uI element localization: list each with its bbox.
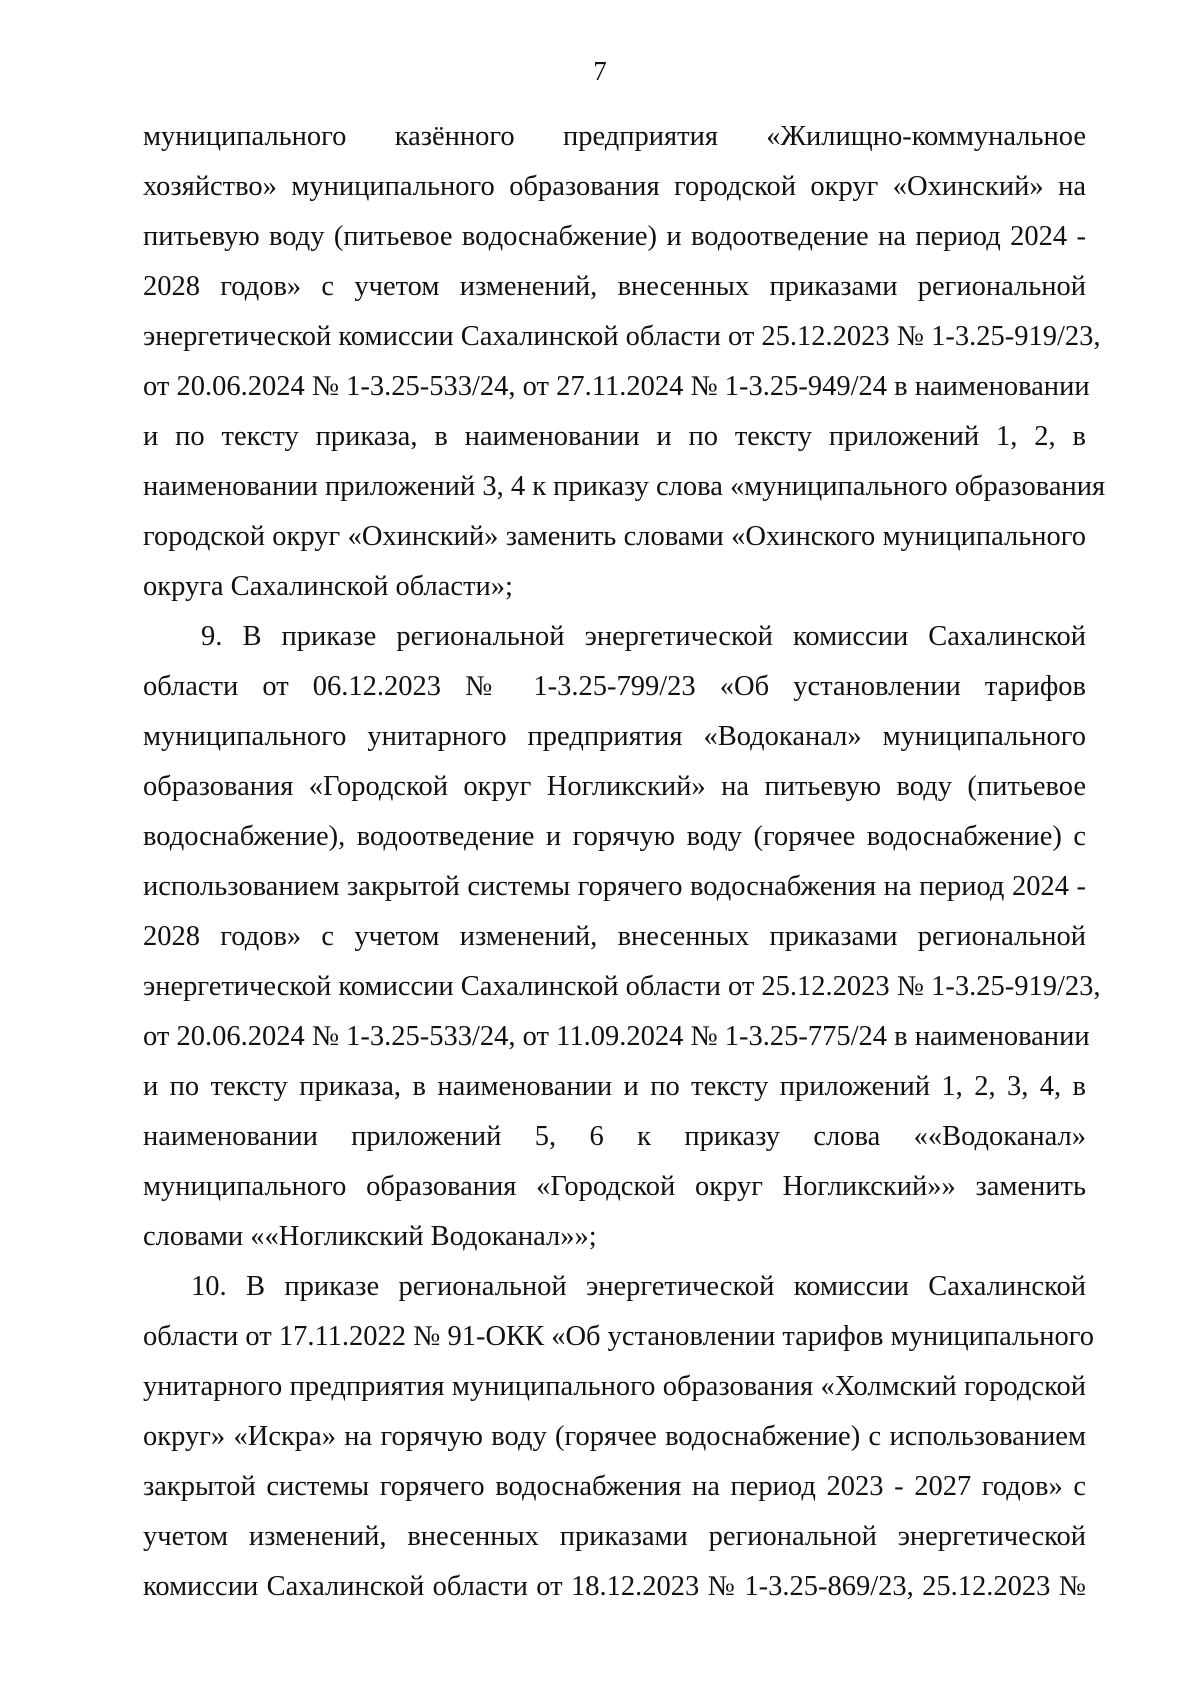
text-line: словами ««Ногликский Водоканал»»; <box>143 1221 597 1252</box>
text-line: и по тексту приказа, в наименовании и по тексту приложений 1, 2, в <box>143 421 1086 452</box>
text-line: области от 06.12.2023 № 1-3.25-799/23 «Об установлении тарифов <box>143 671 1086 702</box>
text-line: унитарного предприятия муниципального образования «Холмский городской <box>143 1371 1086 1402</box>
text-line: округ» «Искра» на горячую воду (горячее водоснабжение) с использованием <box>143 1421 1086 1452</box>
text-line: от 20.06.2024 № 1-3.25-533/24, от 11.09.2024 № 1-3.25-775/24 в наименовании <box>143 1021 1090 1052</box>
text-line: области от 17.11.2022 № 91-ОКК «Об установлении тарифов муниципального <box>143 1321 1094 1352</box>
text-line: городской округ «Охинский» заменить словами «Охинского муниципального <box>143 521 1086 552</box>
text-line: энергетической комиссии Сахалинской области от 25.12.2023 № 1-3.25-919/23, <box>143 971 1101 1002</box>
text-line: 2028 годов» с учетом изменений, внесенных приказами региональной <box>143 271 1086 302</box>
text-line: муниципального унитарного предприятия «Водоканал» муниципального <box>143 721 1086 752</box>
document-body <box>143 112 1106 1612</box>
paragraph-8-continuation <box>143 112 1106 612</box>
page-number: 7 <box>593 56 607 86</box>
text-line: комиссии Сахалинской области от 18.12.2023 № 1-3.25-869/23, 25.12.2023 № <box>143 1571 1086 1602</box>
text-line: закрытой системы горячего водоснабжения на период 2023 - 2027 годов» с <box>143 1471 1086 1502</box>
text-line: использованием закрытой системы горячего водоснабжения на период 2024 - <box>143 871 1086 902</box>
text-line: образования «Городской округ Ногликский» на питьевую воду (питьевое <box>143 771 1086 802</box>
text-line: энергетической комиссии Сахалинской области от 25.12.2023 № 1-3.25-919/23, <box>143 321 1101 352</box>
text-line: и по тексту приказа, в наименовании и по тексту приложений 1, 2, 3, 4, в <box>143 1071 1086 1102</box>
paragraph-10 <box>143 1262 1094 1612</box>
text-line: водоснабжение), водоотведение и горячую воду (горячее водоснабжение) с <box>143 821 1086 852</box>
text-line: питьевую воду (питьевое водоснабжение) и водоотведение на период 2024 - <box>143 221 1086 252</box>
text-line: учетом изменений, внесенных приказами региональной энергетической <box>143 1521 1086 1552</box>
text-line: 2028 годов» с учетом изменений, внесенных приказами региональной <box>143 921 1086 952</box>
text-line: 9. В приказе региональной энергетической комиссии Сахалинской <box>201 621 1086 652</box>
text-line: от 20.06.2024 № 1-3.25-533/24, от 27.11.2024 № 1-3.25-949/24 в наименовании <box>143 371 1090 402</box>
paragraph-9 <box>143 612 1101 1262</box>
text-line: 10. В приказе региональной энергетической комиссии Сахалинской <box>191 1271 1086 1302</box>
text-line: округа Сахалинской области»; <box>143 571 513 602</box>
text-line: наименовании приложений 5, 6 к приказу слова ««Водоканал» <box>143 1121 1086 1152</box>
text-line: муниципального казённого предприятия «Жилищно-коммунальное <box>143 121 1086 152</box>
text-line: наименовании приложений 3, 4 к приказу слова «муниципального образования <box>143 471 1106 502</box>
text-line: хозяйство» муниципального образования городской округ «Охинский» на <box>143 171 1086 202</box>
text-line: муниципального образования «Городской округ Ногликский»» заменить <box>143 1171 1086 1202</box>
